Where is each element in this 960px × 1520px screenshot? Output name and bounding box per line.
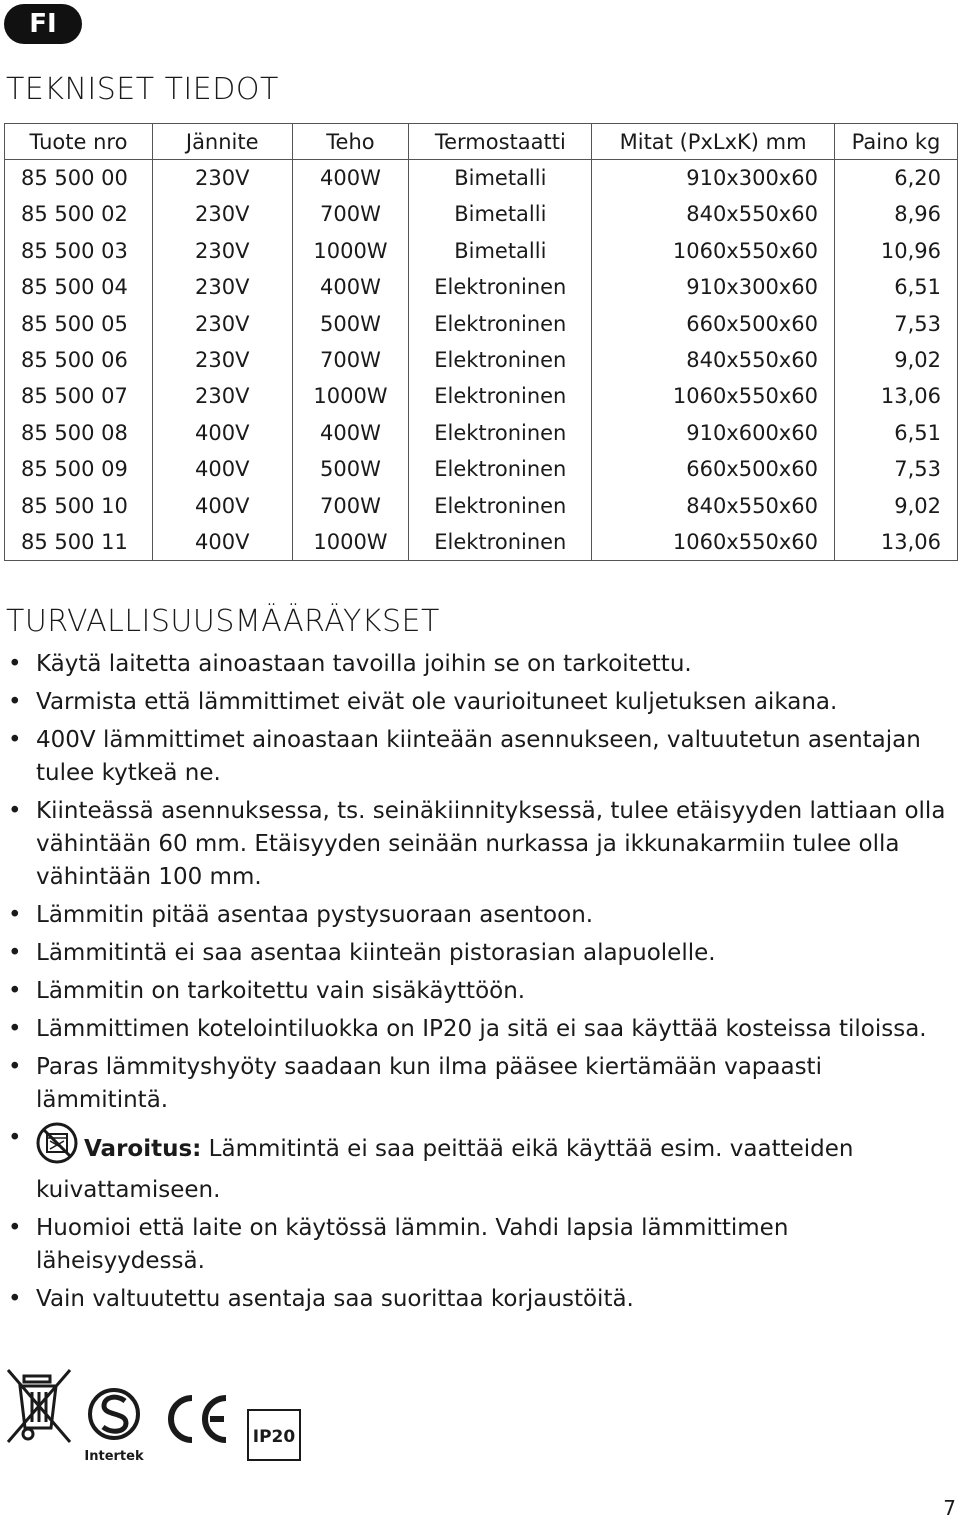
list-item-text: Käytä laitetta ainoastaan tavoilla joihin se on tarkoitettu. [36,651,692,677]
table-cell: 400V [152,524,292,560]
list-item [0,795,950,894]
table-row [5,451,958,487]
table-cell: 400V [152,487,292,523]
table-cell: 10,96 [834,233,957,269]
do-not-cover-icon [36,1122,78,1174]
table-cell: 230V [152,196,292,232]
table-cell: 85 500 03 [5,233,153,269]
table-row [5,160,958,196]
list-item-text: Huomioi että laite on käytössä lämmin. Vahdi lapsia lämmittimen läheisyydessä. [36,1215,789,1274]
table-cell: 85 500 02 [5,196,153,232]
table-row [5,415,958,451]
column-header: Termostaatti [409,124,592,160]
intertek-label: Intertek [84,1449,144,1464]
specs-heading: TEKNISET TIEDOT [6,72,279,107]
column-header: Mitat (PxLxK) mm [592,124,835,160]
list-item-text: Kiinteässä asennuksessa, ts. seinäkiinnityksessä, tulee etäisyyden lattiaan olla vähintään 60 mm. Etäisyyden seinään nurkassa ja ikkunakarmiin tulee olla vähintään 100 mm. [36,798,946,890]
table-cell: Elektroninen [409,451,592,487]
list-item-text: Varmista että lämmittimet eivät ole vaurioituneet kuljetuksen aikana. [36,689,838,715]
ip20-label: IP20 [252,1427,296,1447]
table-cell: 840x550x60 [592,196,835,232]
list-item-text: 400V lämmittimet ainoastaan kiinteään asennukseen, valtuutetun asentajan tulee kytkeä ne. [36,727,921,786]
table-cell: 13,06 [834,524,957,560]
bullet: • [8,1215,22,1241]
table-cell: 7,53 [834,451,957,487]
table-row [5,233,958,269]
language-badge: FI [4,4,82,44]
bullet: • [8,940,22,966]
bullet: • [8,651,22,677]
table-cell: 500W [292,305,409,341]
table-row [5,305,958,341]
warning-text: Lämmitintä ei saa peittää eikä käyttää esim. vaatteiden kuivattamiseen. [36,1136,854,1203]
bullet: • [8,689,22,715]
ce-mark-icon [171,1398,226,1440]
list-item [0,1212,950,1278]
table-cell: 840x550x60 [592,342,835,378]
column-header: Paino kg [834,124,957,160]
column-header: Tuote nro [5,124,153,160]
table-cell: 1000W [292,378,409,414]
table-cell: Bimetalli [409,160,592,196]
table-cell: 9,02 [834,487,957,523]
list-item [0,1283,950,1316]
table-cell: 500W [292,451,409,487]
table-cell: Bimetalli [409,196,592,232]
table-cell: 85 500 10 [5,487,153,523]
table-cell: Elektroninen [409,487,592,523]
list-item [0,1051,950,1117]
table-cell: 910x300x60 [592,160,835,196]
bullet: • [8,1054,22,1080]
table-cell: 85 500 00 [5,160,153,196]
specs-table-body [5,160,958,560]
ip20-icon [248,1410,300,1460]
list-item [0,724,950,790]
bullet: • [8,978,22,1004]
table-cell: 85 500 04 [5,269,153,305]
table-cell: 400V [152,451,292,487]
list-item [0,899,950,932]
table-cell: 9,02 [834,342,957,378]
table-cell: 700W [292,196,409,232]
table-row [5,269,958,305]
table-cell: 700W [292,342,409,378]
table-cell: 6,51 [834,269,957,305]
table-cell: Elektroninen [409,524,592,560]
list-item [0,686,950,719]
table-cell: 230V [152,233,292,269]
list-item [0,975,950,1008]
table-row [5,378,958,414]
list-item-text: Lämmittimen kotelointiluokka on IP20 ja sitä ei saa käyttää kosteissa tiloissa. [36,1016,927,1042]
table-cell: 1000W [292,524,409,560]
table-cell: Elektroninen [409,342,592,378]
list-item [0,937,950,970]
table-cell: 1000W [292,233,409,269]
safety-list [0,648,950,1321]
column-header: Jännite [152,124,292,160]
table-cell: 85 500 05 [5,305,153,341]
bullet: • [8,798,22,824]
column-header: Teho [292,124,409,160]
table-cell: 400W [292,269,409,305]
table-cell: 400V [152,415,292,451]
table-cell: 85 500 08 [5,415,153,451]
bullet: • [8,1016,22,1042]
list-item [0,1013,950,1046]
table-cell: 840x550x60 [592,487,835,523]
table-cell: 6,20 [834,160,957,196]
specs-table [4,123,958,561]
table-cell: 400W [292,415,409,451]
table-cell: 85 500 09 [5,451,153,487]
table-cell: Elektroninen [409,269,592,305]
bullet: • [8,902,22,928]
table-cell: Bimetalli [409,233,592,269]
bullet: • [8,727,22,753]
table-cell: 7,53 [834,305,957,341]
table-cell: 230V [152,305,292,341]
table-cell: 85 500 07 [5,378,153,414]
table-cell: 1060x550x60 [592,524,835,560]
table-cell: 1060x550x60 [592,233,835,269]
weee-crossed-bin-icon [8,1370,70,1442]
table-cell: 230V [152,269,292,305]
symbols-svg [4,1366,324,1466]
table-cell: 910x600x60 [592,415,835,451]
table-row [5,342,958,378]
table-row [5,487,958,523]
table-row [5,524,958,560]
warning-item [0,1122,950,1207]
table-cell: 230V [152,160,292,196]
bullet: • [8,1125,22,1151]
list-item-text: Lämmitintä ei saa asentaa kiinteän pistorasian alapuolelle. [36,940,716,966]
list-item [0,648,950,681]
table-cell: Elektroninen [409,415,592,451]
table-cell: 910x300x60 [592,269,835,305]
list-item-text: Paras lämmityshyöty saadaan kun ilma pääsee kiertämään vapaasti lämmitintä. [36,1054,822,1113]
table-cell: 400W [292,160,409,196]
bullet: • [8,1286,22,1312]
table-cell: 700W [292,487,409,523]
table-cell: 660x500x60 [592,451,835,487]
table-cell: Elektroninen [409,305,592,341]
warning-label: Varoitus: [84,1136,202,1162]
table-cell: 6,51 [834,415,957,451]
table-cell: 8,96 [834,196,957,232]
table-cell: 230V [152,342,292,378]
table-cell: 85 500 11 [5,524,153,560]
table-cell: 660x500x60 [592,305,835,341]
intertek-s-mark-icon [84,1390,144,1464]
list-item-text: Vain valtuutettu asentaja saa suorittaa korjaustöitä. [36,1286,634,1312]
page-number: 7 [943,1496,956,1520]
table-cell: 85 500 06 [5,342,153,378]
table-row [5,196,958,232]
table-cell: 13,06 [834,378,957,414]
safety-heading: TURVALLISUUSMÄÄRÄYKSET [6,604,440,639]
certification-symbols [4,1366,324,1466]
list-item-text: Lämmitin on tarkoitettu vain sisäkäyttöön. [36,978,526,1004]
table-cell: 1060x550x60 [592,378,835,414]
list-item-text: Lämmitin pitää asentaa pystysuoraan asentoon. [36,902,594,928]
table-cell: Elektroninen [409,378,592,414]
table-cell: 230V [152,378,292,414]
specs-header-row [5,124,958,160]
